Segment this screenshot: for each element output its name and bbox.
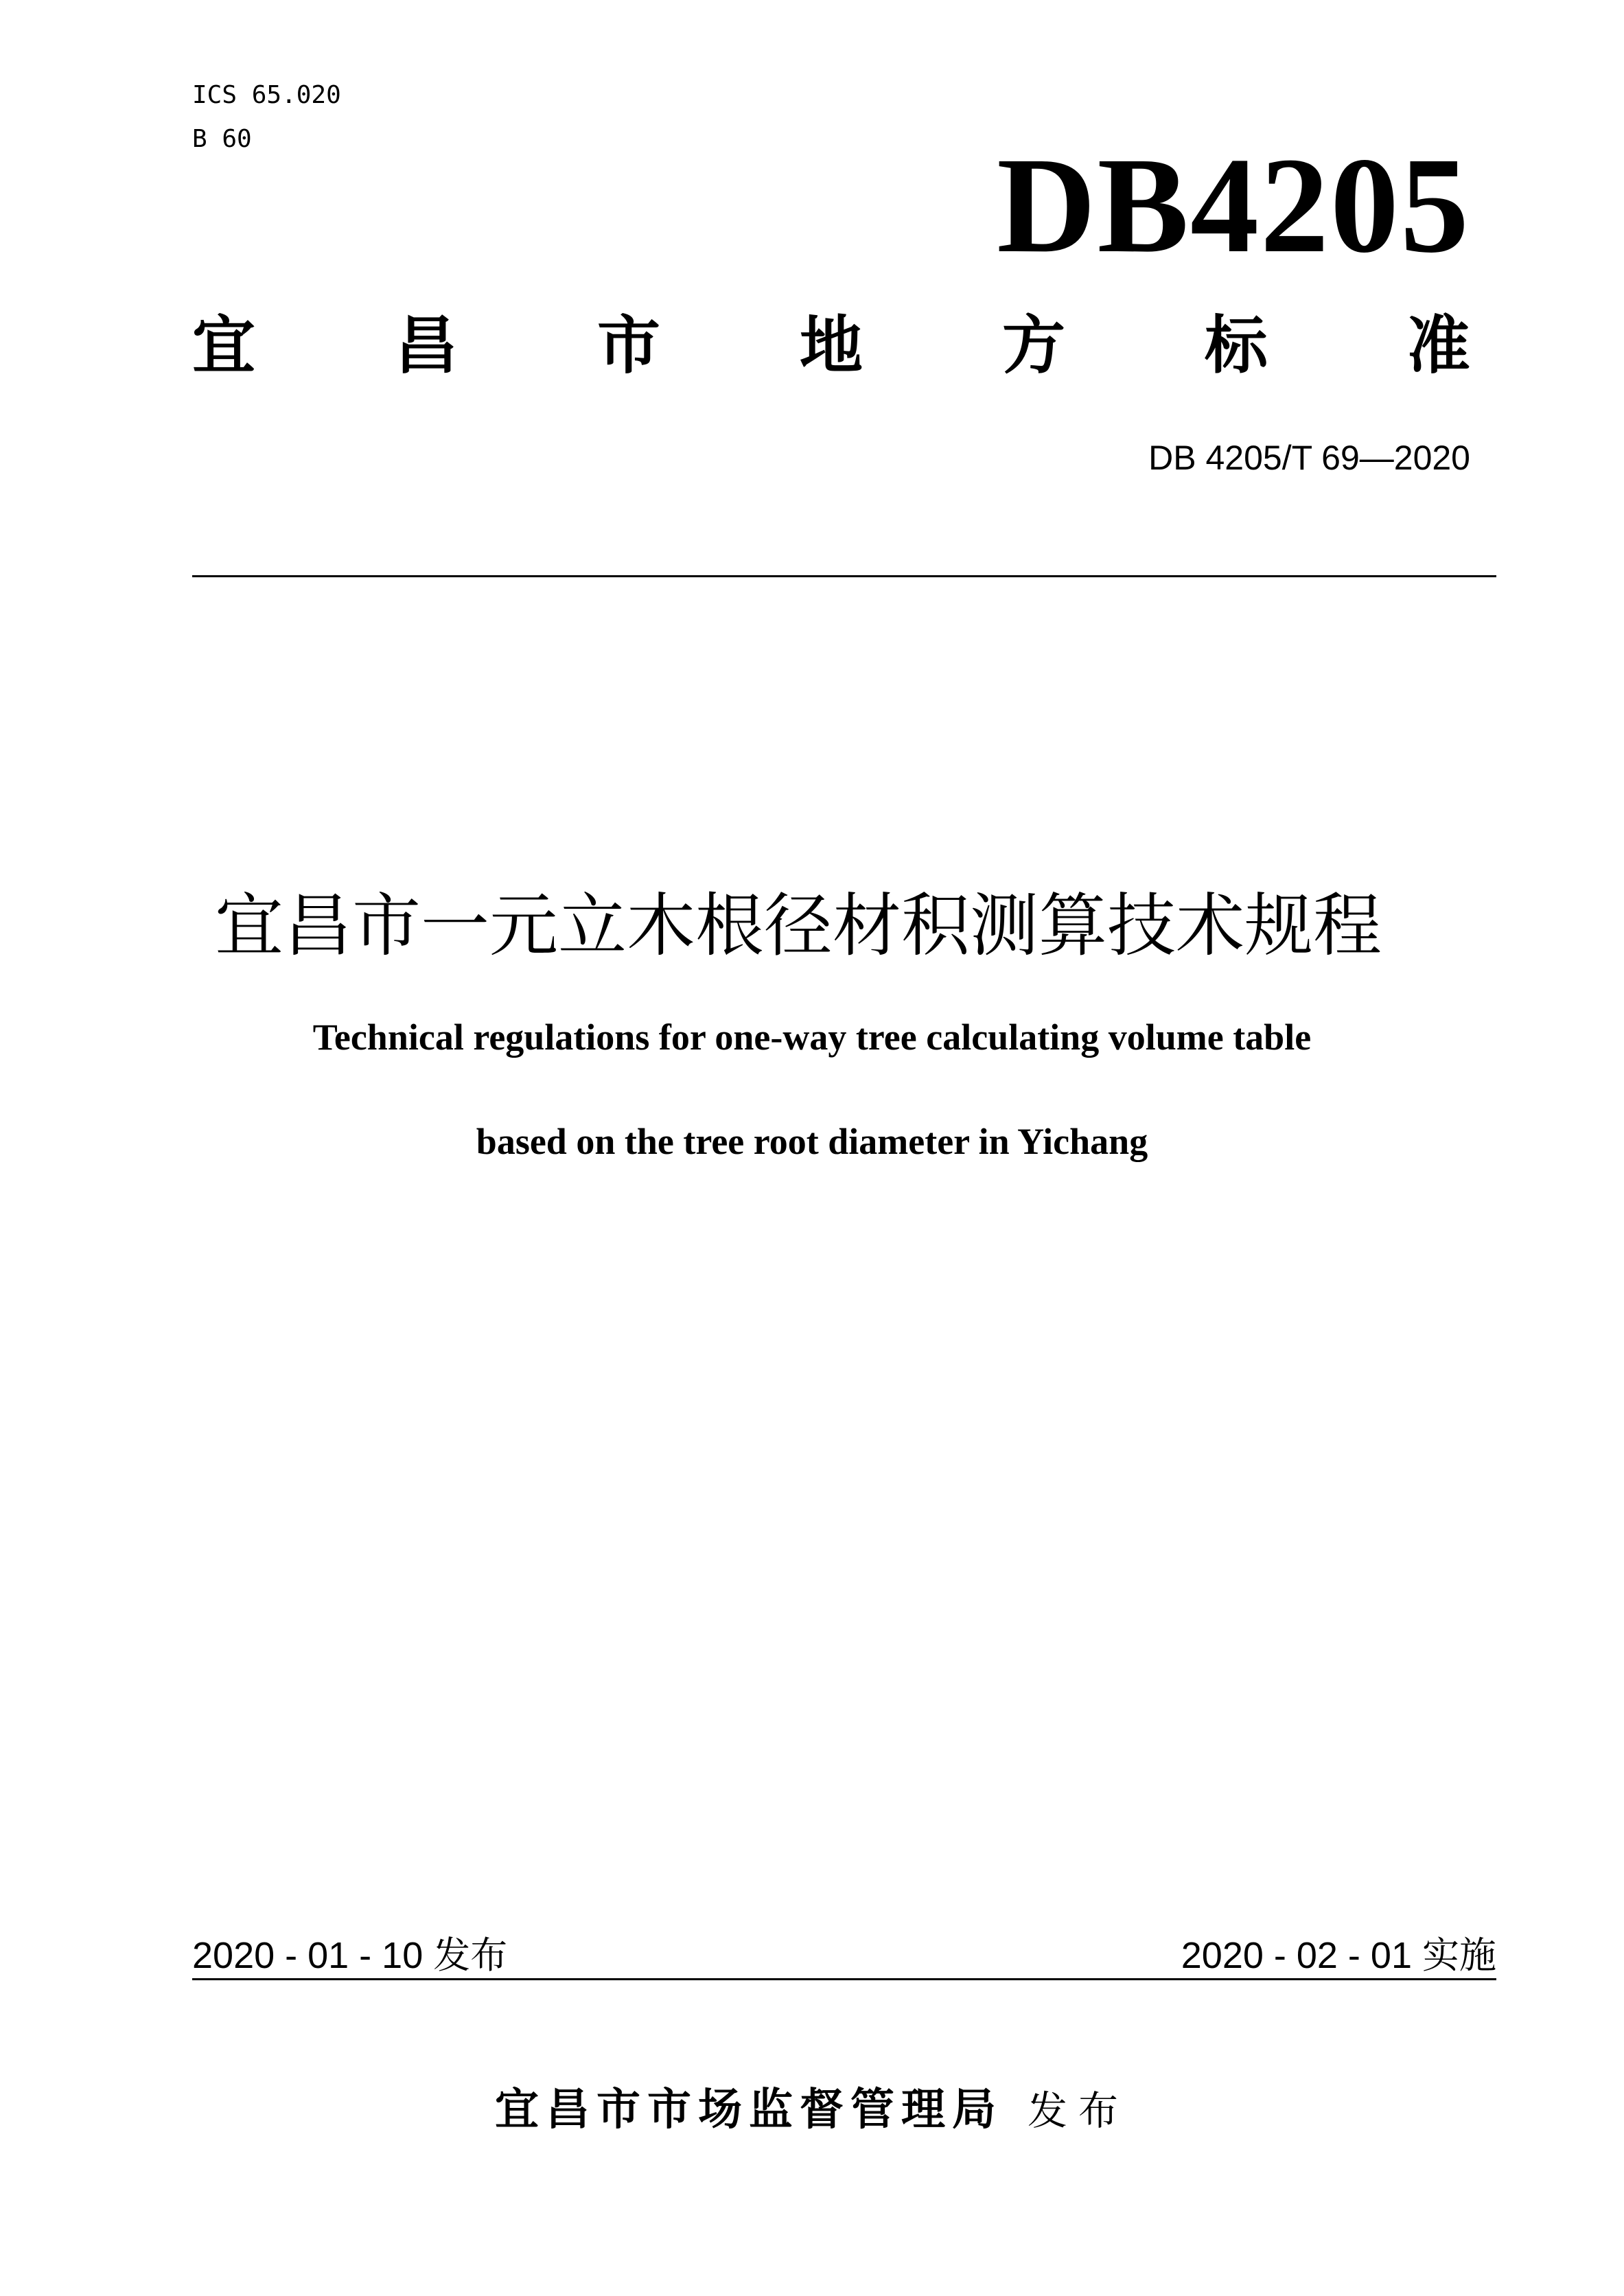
implementation-date: 2020 - 02 - 01 实施 xyxy=(1181,1935,1496,1976)
standard-type-char: 宜 xyxy=(192,309,256,382)
standard-type-char: 市 xyxy=(596,309,660,382)
standard-type-heading xyxy=(192,309,1470,382)
standard-type-char: 准 xyxy=(1406,309,1470,382)
standard-type-char: 地 xyxy=(799,309,863,382)
english-title-line-2: based on the tree root diameter in Yichang xyxy=(476,1121,1148,1162)
ics-code: ICS 65.020 xyxy=(192,81,341,109)
standard-code-logo: DB4205 xyxy=(997,130,1470,281)
issue-date: 2020 - 01 - 10 发布 xyxy=(192,1935,508,1976)
english-title-line-1: Technical regulations for one-way tree calculating volume table xyxy=(312,1017,1312,1058)
chinese-title: 宜昌市一元立木根径材积测算技术规程 xyxy=(215,885,1382,966)
standard-type-char: 方 xyxy=(1001,309,1065,382)
publisher-name: 宜昌市市场监督管理局 xyxy=(494,2085,1003,2135)
ccs-code: B 60 xyxy=(192,125,252,153)
header-divider xyxy=(192,575,1496,577)
publisher-line xyxy=(0,2074,1624,2137)
standard-type-char: 标 xyxy=(1204,309,1268,382)
footer-divider xyxy=(192,1978,1496,1980)
publisher-suffix: 发布 xyxy=(1027,2087,1129,2134)
standard-number: DB 4205/T 69—2020 xyxy=(1148,439,1470,477)
standard-type-char: 昌 xyxy=(394,309,458,382)
